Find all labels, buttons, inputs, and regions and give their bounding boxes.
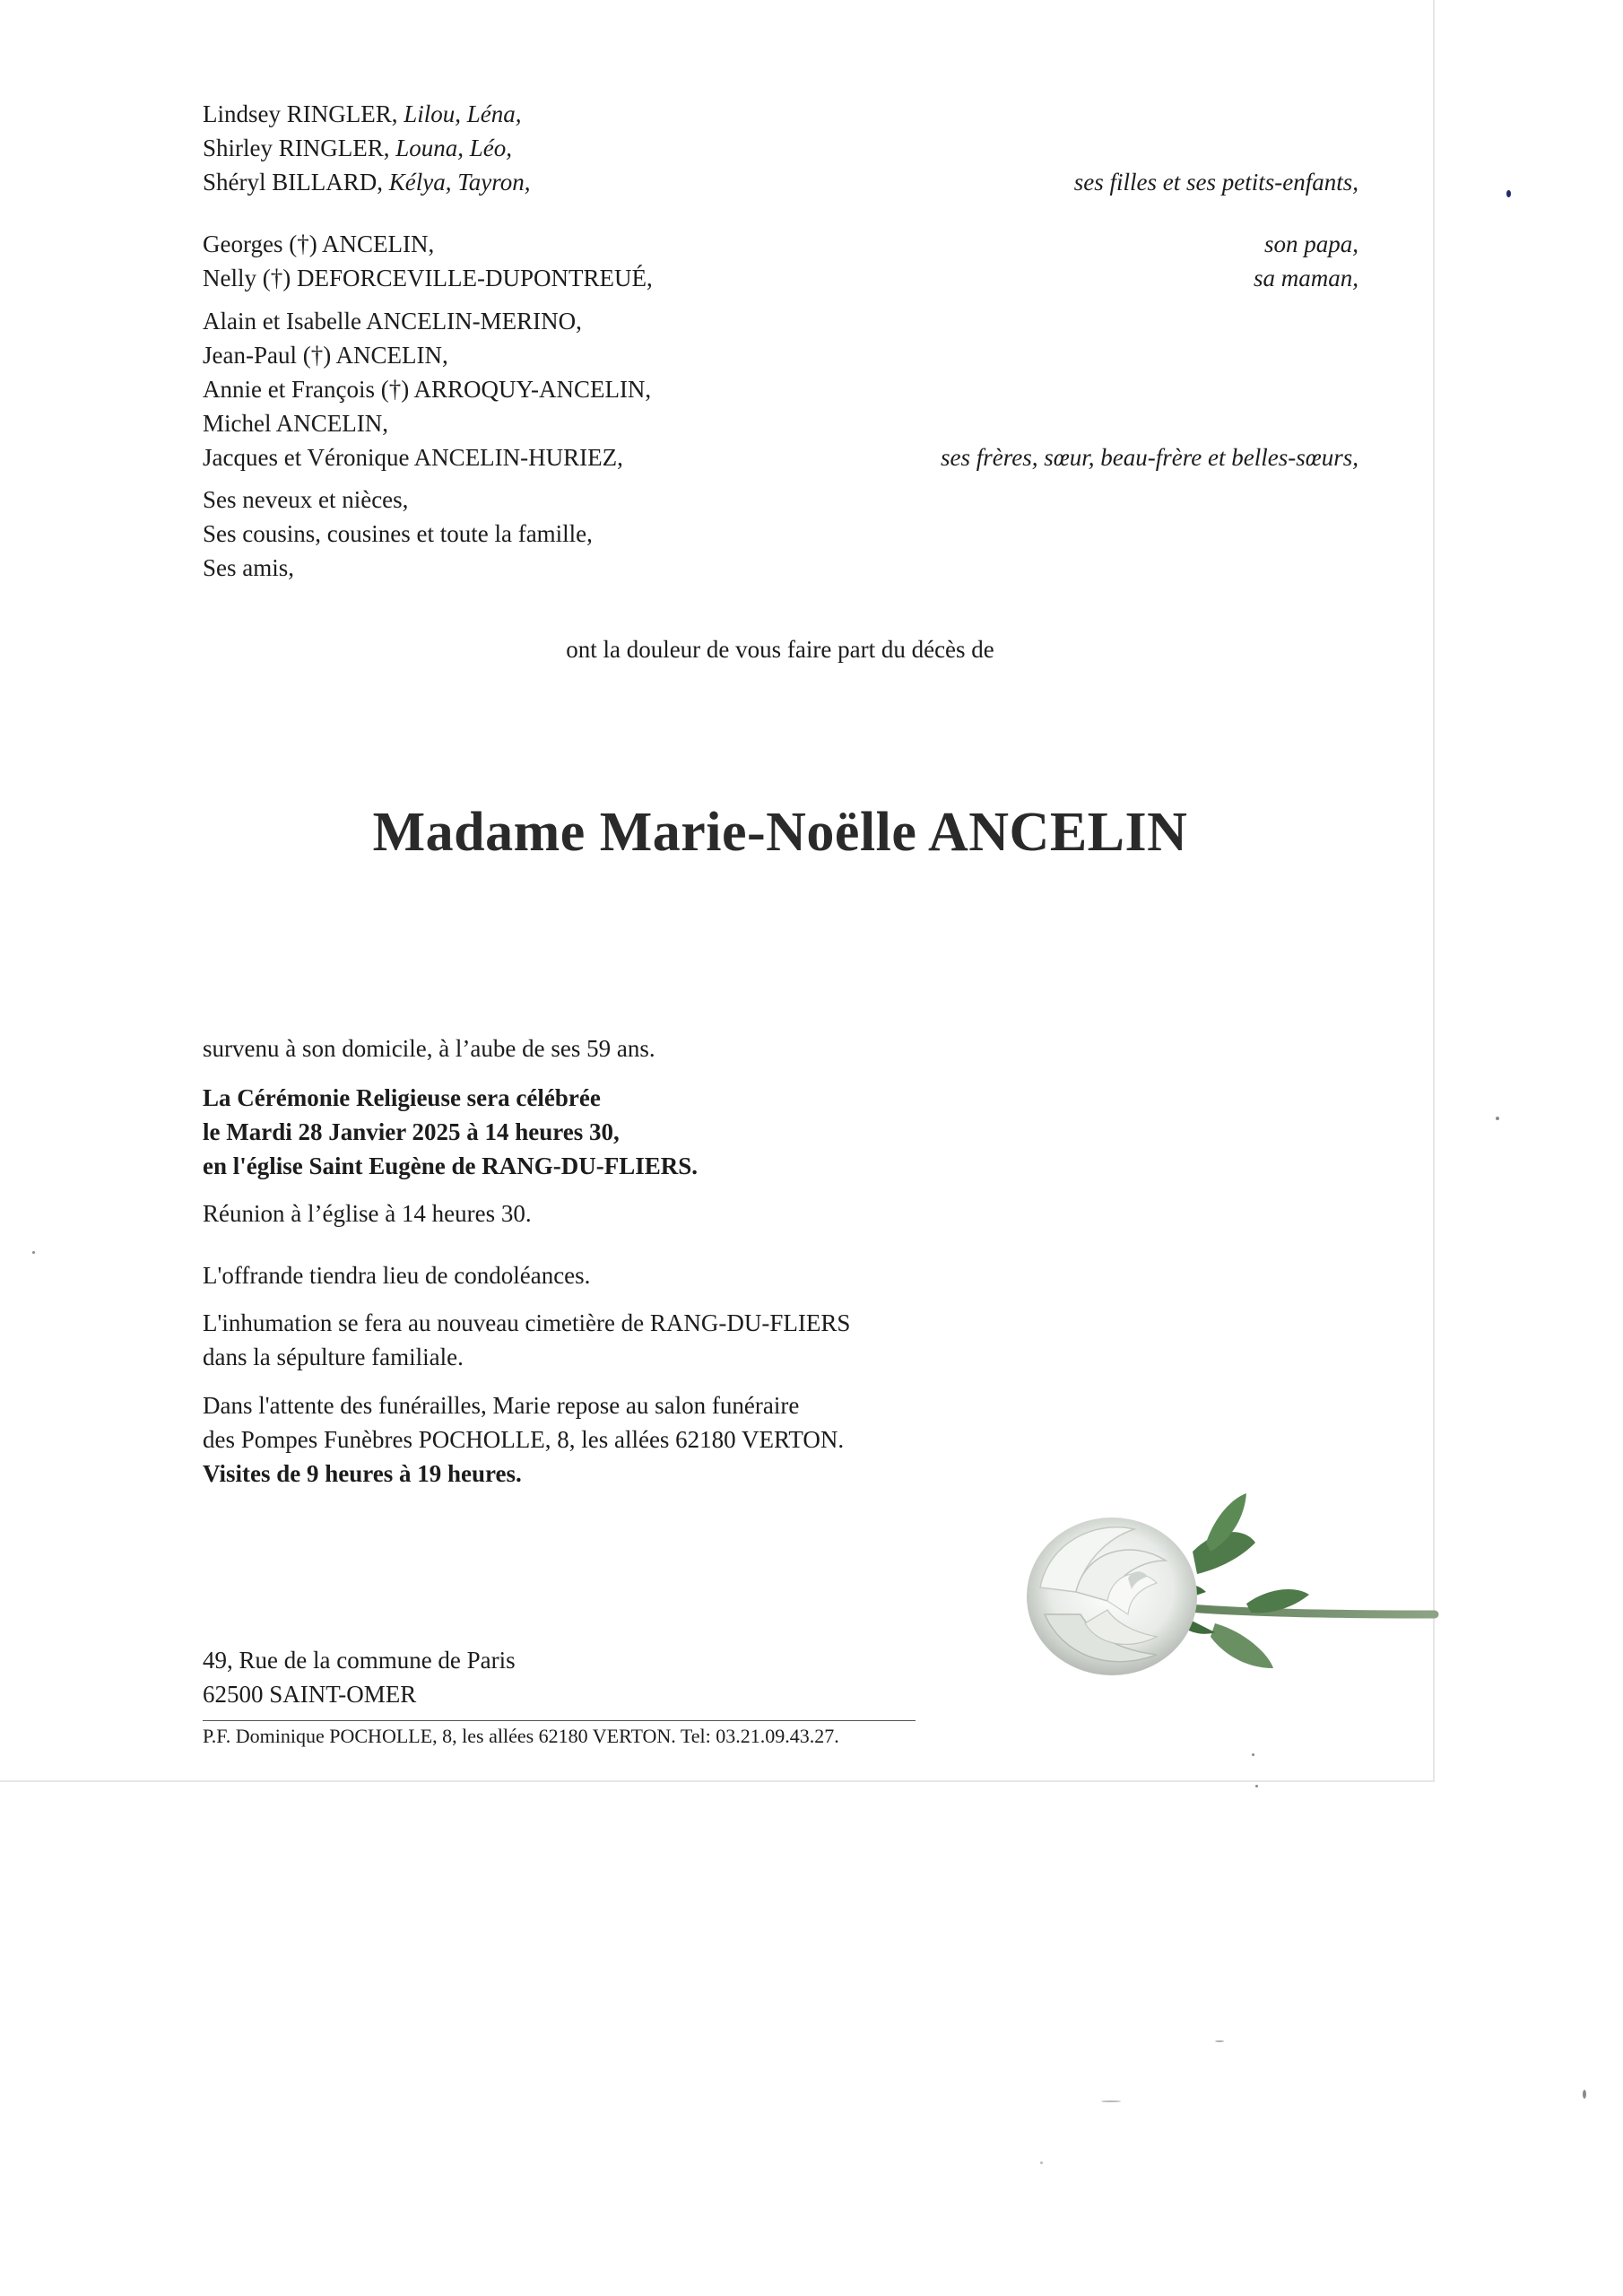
deceased-name: Madame Marie-Noëlle ANCELIN bbox=[372, 802, 1188, 863]
family-group-parents bbox=[203, 227, 653, 295]
family-line: Shéryl BILLARD, Kélya, Tayron, bbox=[203, 169, 531, 196]
scan-speck bbox=[1040, 2161, 1043, 2164]
ceremony-block bbox=[203, 1081, 698, 1183]
relation-daughters: ses filles et ses petits-enfants, bbox=[1073, 169, 1358, 196]
scan-speck bbox=[1101, 2100, 1121, 2102]
relation-father: son papa, bbox=[1263, 230, 1358, 257]
visits-line: Visites de 9 heures à 19 heures. bbox=[203, 1460, 522, 1487]
address-street: 49, Rue de la commune de Paris bbox=[203, 1647, 516, 1674]
address-city: 62500 SAINT-OMER bbox=[203, 1681, 417, 1708]
meeting-line: Réunion à l’église à 14 heures 30. bbox=[203, 1200, 532, 1227]
scan-speck bbox=[1255, 1785, 1258, 1787]
relation-siblings: ses frères, sœur, beau-frère et belles-sœurs, bbox=[941, 444, 1358, 471]
family-group-siblings bbox=[203, 304, 651, 474]
family-line: Annie et François (†) ARROQUY-ANCELIN, bbox=[203, 376, 652, 403]
age-line: survenu à son domicile, à l’aube de ses 59 ans. bbox=[203, 1035, 655, 1062]
scan-speck bbox=[1506, 190, 1511, 197]
family-line: Jean-Paul (†) ANCELIN, bbox=[203, 342, 448, 369]
scan-speck bbox=[1215, 2040, 1224, 2042]
ceremony-line: La Cérémonie Religieuse sera célébrée bbox=[203, 1084, 601, 1111]
relation-mother: sa maman, bbox=[1253, 265, 1358, 291]
family-line: Alain et Isabelle ANCELIN-MERINO, bbox=[203, 308, 582, 335]
burial-block bbox=[203, 1306, 850, 1374]
family-line: Ses cousins, cousines et toute la famille, bbox=[203, 520, 593, 547]
burial-line: dans la sépulture familiale. bbox=[203, 1344, 464, 1370]
family-line: Michel ANCELIN, bbox=[203, 410, 388, 437]
family-group-daughters bbox=[203, 97, 531, 199]
scan-speck bbox=[1252, 1753, 1254, 1756]
scan-speck bbox=[1496, 1117, 1499, 1120]
family-line: Jacques et Véronique ANCELIN-HURIEZ, bbox=[203, 444, 623, 471]
family-line: Shirley RINGLER, Louna, Léo, bbox=[203, 135, 513, 161]
scan-speck bbox=[32, 1251, 35, 1254]
family-line: Lindsey RINGLER, Lilou, Léna, bbox=[203, 100, 522, 127]
family-line: Ses amis, bbox=[203, 554, 295, 581]
ceremony-line: en l'église Saint Eugène de RANG-DU-FLIERS. bbox=[203, 1152, 699, 1179]
relation-parents bbox=[699, 227, 1358, 295]
funeral-home-footer: P.F. Dominique POCHOLLE, 8, les allées 62180 VERTON. Tel: 03.21.09.43.27. bbox=[203, 1720, 916, 1750]
family-line: Georges (†) ANCELIN, bbox=[203, 230, 435, 257]
offering-line: L'offrande tiendra lieu de condoléances. bbox=[203, 1262, 591, 1289]
family-line: Ses neveux et nièces, bbox=[203, 486, 409, 513]
scan-speck bbox=[1583, 2090, 1586, 2099]
ceremony-line: le Mardi 28 Janvier 2025 à 14 heures 30, bbox=[203, 1118, 620, 1145]
white-rose-image bbox=[1022, 1489, 1444, 1695]
family-line: Nelly (†) DEFORCEVILLE-DUPONTREUÉ, bbox=[203, 265, 653, 291]
address-block bbox=[203, 1643, 516, 1711]
salon-line: Dans l'attente des funérailles, Marie repose au salon funéraire bbox=[203, 1392, 800, 1419]
announcement-line: ont la douleur de vous faire part du décès de bbox=[566, 636, 994, 663]
burial-line: L'inhumation se fera au nouveau cimetière de RANG-DU-FLIERS bbox=[203, 1309, 851, 1336]
salon-block bbox=[203, 1388, 844, 1491]
salon-line: des Pompes Funèbres POCHOLLE, 8, les allées 62180 VERTON. bbox=[203, 1426, 845, 1453]
family-group-extended bbox=[203, 483, 593, 585]
